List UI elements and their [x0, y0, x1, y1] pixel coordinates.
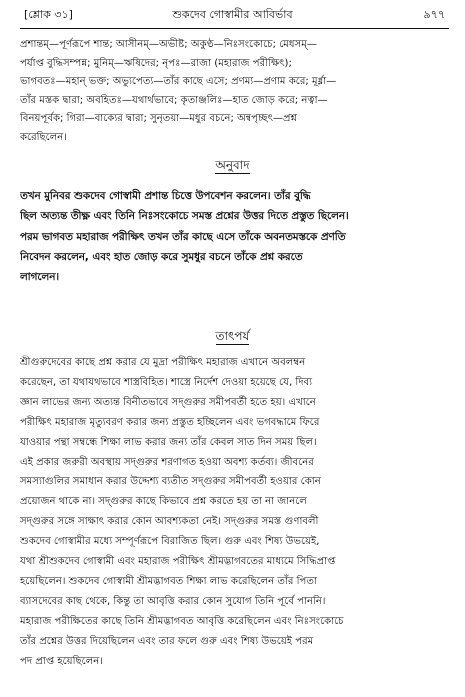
- purport-line: পদ প্রাপ্ত হয়েছিলেন।: [20, 655, 103, 667]
- purport-line: সমস্যাগুলির সমাধান করার উদ্দেশ্য ব্যতীত সদ্গুরুর সমীপবর্তী হওয়ার কোন: [20, 476, 321, 488]
- verse-reference: [শ্লোক ৩১]: [24, 8, 73, 21]
- purport-line: পরীক্ষিৎ মহারাজ মৃত্যুবরণ করার জন্য প্রস্তুত হচ্ছিলেন এবং ভগবদ্ধামে ফিরে: [20, 416, 320, 428]
- purport-line: হয়েছিলেন। শুকদেব গোস্বামী শ্রীমদ্ভাগবত শিক্ষা লাভ করেছিলেন তাঁর পিতা: [20, 575, 317, 587]
- translation-line: ছিল অত্যন্ত তীক্ষ্ণ এবং তিনি নিঃসংকোচে সমস্ত প্রশ্নের উত্তর দিতে প্রস্তুত ছিলেন।: [20, 210, 349, 223]
- page-number: ৯৭৭: [423, 8, 445, 21]
- synonyms-line: পর্যাপ্ত বুদ্ধিসম্পন্ন; মুনিম্—ঋষিদের; নৃপঃ—রাজা (মহারাজ পরীক্ষিৎ);: [20, 57, 292, 69]
- translation-heading: [0, 156, 465, 174]
- purport-block: [20, 353, 447, 672]
- synonyms-block: [20, 36, 447, 148]
- purport-line: যাওয়ার পন্থা সম্বন্ধে শিক্ষা লাভ করার জন্য তাঁর কেবল সাত দিন সময় ছিল।: [20, 436, 317, 448]
- purport-line: এই প্রকার জরুরী অবস্থায় সদ্গুরুর শরণাগত হওয়া অবশ্য কর্তব্য। জীবনের: [20, 456, 314, 468]
- translation-line: পরম ভাগবত মহারাজ পরীক্ষিৎ তখন তাঁর কাছে এসে তাঁকে অবনতমস্তকে প্রণতি: [20, 230, 346, 243]
- translation-line: লাগলেন।: [20, 271, 60, 284]
- synonyms-line: বিনয়পূর্বক; গিরা—বাক্যের দ্বারা; সুনৃতয়া—মধুর বচনে; অন্বপৃচ্ছৎ—প্রশ্ন: [20, 113, 297, 125]
- translation-line: নিবেদন করলেন, এবং হাত জোড় করে সুমধুর বচনে তাঁকে প্রশ্ন করতে: [20, 250, 303, 263]
- synonyms-line: তাঁর মস্তক দ্বারা; অবহিতঃ—যথার্থভাবে; কৃতাঞ্জলিঃ—হাত জোড় করে; নত্বা—: [20, 94, 328, 106]
- translation-line: তখন মুনিবর শুকদেব গোস্বামী প্রশান্ত চিত্তে উপবেশন করলেন। তাঁর বুদ্ধি: [20, 190, 311, 202]
- purport-line: করেছেন, তা যথাযথভাবে শাস্ত্রবিহিত। শাস্ত্রে নির্দেশ দেওয়া হয়েছে যে, দিব্য: [20, 376, 313, 388]
- synonyms-line: করেছিলেন।: [20, 131, 67, 143]
- purport-line: তাঁর প্রশ্নের উত্তর দিয়েছিলেন এবং তার ফলে গুরু এবং শিষ্য উভয়েই পরম: [20, 635, 314, 647]
- synonyms-line: প্রশান্তম্—পূর্ণরূপে শান্ত; আসীনম্—অভীষ্ট; অকুণ্ঠ—নিঃসংকোচে; মেধসম্—: [20, 39, 317, 50]
- purport-line: জ্ঞান লাভের জন্য অত্যন্ত বিনীতভাবে সদ্গুরুর সমীপবর্তী হতে হয়। এখানে: [20, 396, 316, 408]
- synonyms-line: ভাগবতঃ—মহান্ ভক্ত; অভ্যুপেত্য—তাঁর কাছে এসে; প্রণম্য—প্রণাম করে; মূর্ধ্না—: [20, 76, 337, 88]
- running-title: শুকদেব গোস্বামীর আবির্ভাব: [172, 8, 293, 21]
- purport-heading: [0, 327, 465, 345]
- purport-line: যথা শ্রীশুকদেব গোস্বামী এবং মহারাজ পরীক্ষিৎ শ্রীমদ্ভাগবতের মাধ্যমে সিদ্ধিপ্রাপ্ত: [20, 556, 336, 568]
- purport-line: প্রয়োজন থাকে না। সদ্গুরুর কাছে কিভাবে প্রশ্ন করতে হয় তা না জানলে: [20, 496, 307, 508]
- translation-block: [20, 186, 447, 287]
- translation-heading-text: অনুবাদ: [215, 158, 250, 172]
- purport-line: ব্যাসদেবের কাছ থেকে, কিন্তু তা আবৃত্তি করার কোন সুযোগ তিনি পূর্বে পাননি।: [20, 595, 326, 607]
- purport-line: শুকদেব গোস্বামীর মধ্যে সম্পূর্ণরূপে বিরাজিত ছিল। গুরু এবং শিষ্য উভয়েই,: [20, 536, 320, 548]
- page-header: [14, 4, 451, 26]
- purport-heading-text: তাৎপর্য: [215, 329, 250, 343]
- purport-line: মহারাজ পরীক্ষিতের কাছে তিনি শ্রীমদ্ভাগবত আবৃত্তি করেছিলেন এবং নিঃসংকোচে: [20, 615, 344, 627]
- purport-line: সদ্গুরুর সঙ্গে সাক্ষাৎ করার কোন আবশ্যকতা নেই। সদ্গুরুর সমস্ত গুণাবলী: [20, 516, 319, 528]
- purport-line: শ্রীগুরুদেবের কাছে প্রশ্ন করার যে মুদ্রা পরীক্ষিৎ মহারাজ এখানে অবলম্বন: [20, 357, 306, 368]
- header-rule: [20, 28, 449, 29]
